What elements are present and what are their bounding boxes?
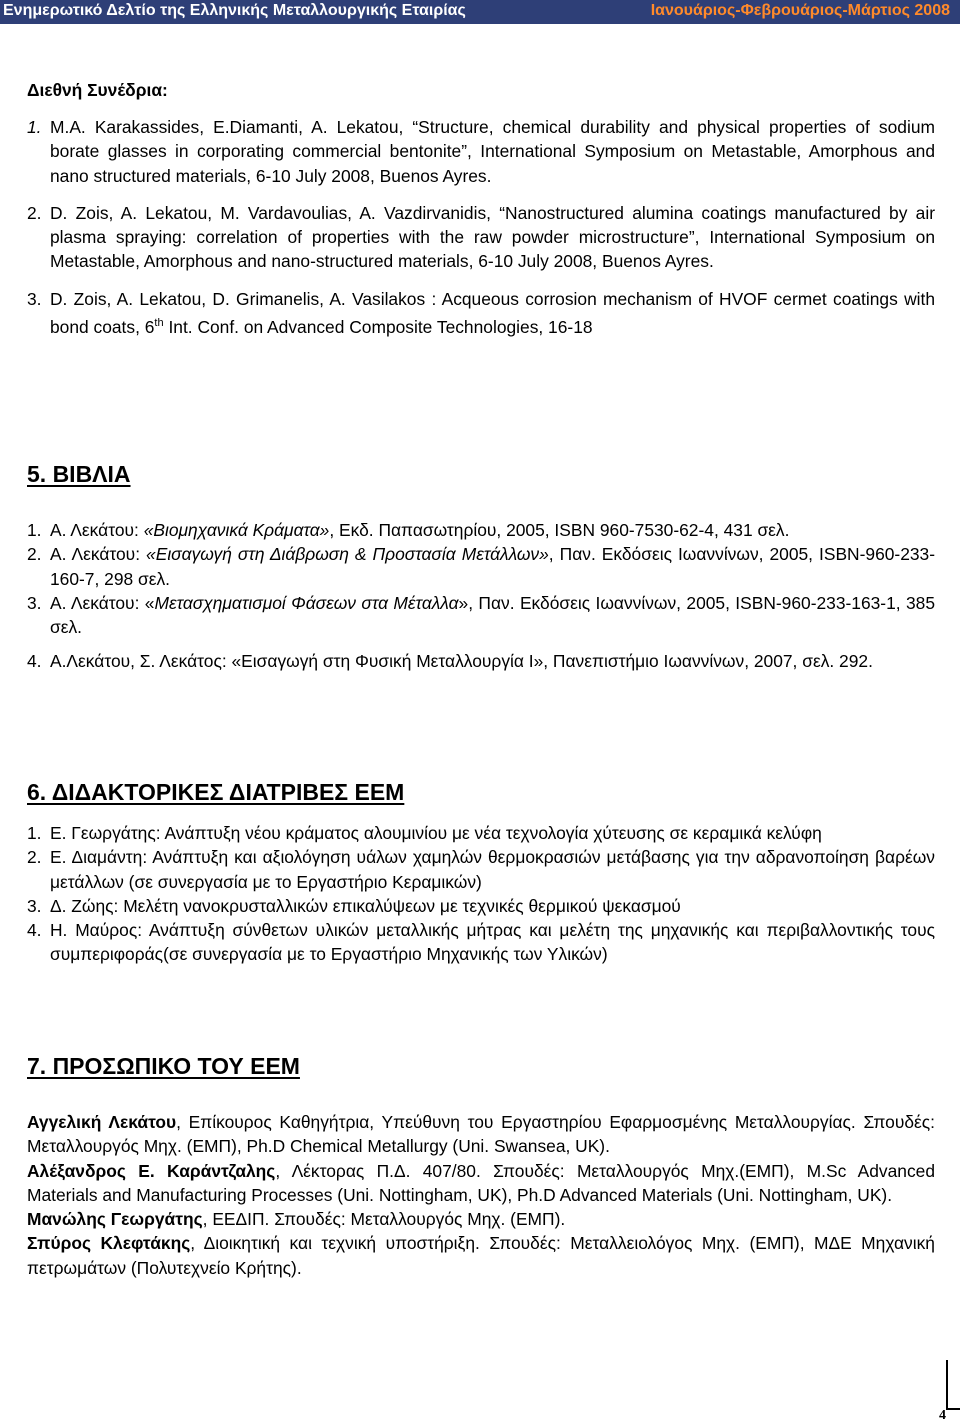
running-header	[0, 0, 960, 24]
item-number: 4.	[27, 651, 42, 672]
staff-name: Αλέξανδρος Ε. Καράντζαλης	[27, 1160, 276, 1181]
item-text: Ε. Γεωργάτης: Ανάπτυξη νέου κράματος αλουμινίου με νέα τεχνολογία χύτευσης σε κεραμικά κελύφη	[50, 823, 822, 843]
staff-list	[27, 1110, 935, 1280]
item-number: 3.	[27, 288, 42, 309]
page-number: 4	[939, 1408, 946, 1423]
list-item	[27, 649, 935, 673]
item-text: Δ. Ζώης: Μελέτη νανοκρυσταλλικών επικαλύψεων με τεχνικές θερμικού ψεκασμού	[50, 895, 681, 916]
item-number: 1.	[27, 117, 42, 137]
item-number: 1.	[27, 520, 42, 540]
item-text: D. Zois, A. Lekatou, M. Vardavoulias, A. Vazdirvanidis, “Nanostructured alumina coatings manufactured by air plasma spraying: correlation of properties with the raw powder microstructure”, International Symposium on Metastable, Amorphous and nano-structured materials, 6-10 July 2008, Buenos Ayres.	[50, 202, 935, 272]
staff-entry	[27, 1231, 935, 1280]
issue-date: Ιανουάριος-Φεβρουάριος-Μάρτιος 2008	[650, 2, 950, 19]
staff-entry	[27, 1207, 935, 1231]
list-item	[27, 845, 935, 894]
book-author: Α. Λεκάτου: «	[50, 592, 155, 613]
list-item	[27, 821, 935, 845]
book-title: «Εισαγωγή στη Διάβρωση & Προστασία Μετάλλων»	[146, 544, 549, 565]
conference-list	[27, 115, 935, 339]
staff-desc: , ΕΕΔΙΠ. Σπουδές: Μεταλλουργός Μηχ. (ΕΜΠ).	[202, 1209, 566, 1230]
superscript: th	[154, 317, 164, 330]
item-number: 3.	[27, 592, 42, 613]
page-border-horizontal	[946, 1408, 960, 1410]
theses-title: 6. ΔΙΔΑΚΤΟΡΙΚΕΣ ΔΙΑΤΡΙΒΕΣ ΕΕΜ	[27, 779, 405, 805]
staff-entry	[27, 1159, 935, 1208]
item-number: 2.	[27, 202, 42, 223]
staff-entry	[27, 1110, 935, 1159]
list-item	[27, 591, 935, 640]
item-text-cont: Int. Conf. on Advanced Composite Technologies, 16-18	[163, 316, 593, 337]
list-item	[27, 918, 935, 967]
list-item	[27, 894, 935, 918]
staff-desc: , Διοικητική και τεχνική υποστήριξη. Σπουδές: Μεταλλειολόγος Μηχ. (ΕΜΠ), ΜΔΕ Μηχανική πετρωμάτων (Πολυτεχνείο Κρήτης).	[27, 1233, 935, 1278]
list-item	[27, 542, 935, 591]
item-number: 4.	[27, 920, 42, 941]
list-item	[27, 287, 935, 339]
book-title: «Βιομηχανικά Κράματα»	[143, 520, 330, 540]
book-list	[27, 518, 935, 674]
book-author: Α.Λεκάτου, Σ. Λεκάτος:	[50, 651, 232, 672]
item-number: 2.	[27, 847, 42, 868]
book-title: Μετασχηματισμοί Φάσεων στα Μέταλλα	[154, 592, 459, 613]
item-text: M.A. Karakassides, E.Diamanti, A. Lekatou, “Structure, chemical durability and physical properties of sodium borate glasses in corporating commercial bentonite”, International Symposium on Metastable, Amorphous and nano structured materials, 6-10 July 2008, Buenos Ayres.	[50, 117, 935, 186]
staff-desc: , Λέκτορας Π.Δ. 407/80. Σπουδές: Μεταλλουργός Μηχ.(ΕΜΠ), M.Sc Advanced Materials and Manufacturing Processes (Uni. Nottingham, UK), Ph.D Advanced Materials (Uni. Nottingham, UK).	[27, 1160, 935, 1205]
books-title: 5. ΒΙΒΛΙΑ	[27, 461, 131, 487]
journal-title: Ενημερωτικό Δελτίο της Ελληνικής Μεταλλουργικής Εταιρίας	[3, 2, 466, 19]
staff-title: 7. ΠΡΟΣΩΠΙΚΟ ΤΟΥ ΕΕΜ	[27, 1053, 300, 1079]
staff-name: Μανώλης Γεωργάτης	[27, 1209, 203, 1230]
page-border-vertical	[946, 1360, 948, 1410]
book-author: Α. Λεκάτου:	[50, 520, 144, 540]
item-number: 3.	[27, 895, 42, 916]
book-details: », Παν. Εκδόσεις Ιωαννίνων, 2005, ISBN-960-233-163-1, 385 σελ.	[50, 592, 936, 638]
staff-desc: , Επίκουρος Καθηγήτρια, Υπεύθυνη του Εργαστηρίου Εφαρμοσμένης Μεταλλουργίας. Σπουδές: Μεταλλουργός Μηχ. (ΕΜΠ), Ph.D Chemical Metallurgy (Uni. Swansea, UK).	[27, 1112, 935, 1157]
list-item	[27, 518, 935, 542]
book-author: Α. Λεκάτου:	[50, 544, 147, 565]
book-details: , Παν. Εκδόσεις Ιωαννίνων, 2005, ISBN-960-233-160-7, 298 σελ.	[50, 544, 936, 589]
staff-name: Αγγελική Λεκάτου	[27, 1112, 177, 1132]
conferences-title: Διεθνή Συνέδρια:	[27, 80, 168, 100]
item-number: 1.	[27, 823, 42, 843]
item-text: Η. Μαύρος: Ανάπτυξη σύνθετων υλικών μεταλλικής μήτρας και μελέτη της μηχανικής και περιβαλλοντικής τους συμπεριφοράς(σε συνεργασία με το Εργαστήριο Μηχανικής των Υλικών)	[50, 920, 935, 965]
list-item	[27, 115, 935, 188]
list-item	[27, 201, 935, 274]
book-details: , Εκδ. Παπασωτηρίου, 2005, ISBN 960-7530-62-4, 431 σελ.	[329, 520, 790, 540]
item-number: 2.	[27, 544, 42, 565]
theses-list	[27, 821, 935, 967]
item-text: D. Zois, A. Lekatou, D. Grimanelis, A. Vasilakos : Acqueous corrosion mechanism of HVOF cermet coatings with bond coats, 6	[50, 288, 935, 337]
book-details: «Εισαγωγή στη Φυσική Μεταλλουργία Ι», Πανεπιστήμιο Ιωαννίνων, 2007, σελ. 292.	[231, 651, 873, 672]
staff-name: Σπύρος Κλεφτάκης	[27, 1233, 191, 1254]
item-text: Ε. Διαμάντη: Ανάπτυξη και αξιολόγηση υάλων χαμηλών θερμοκρασιών μετάβασης για την αδρανοποίηση βαρέων μετάλλων (σε συνεργασία με το Εργαστήριο Κεραμικών)	[50, 847, 935, 892]
